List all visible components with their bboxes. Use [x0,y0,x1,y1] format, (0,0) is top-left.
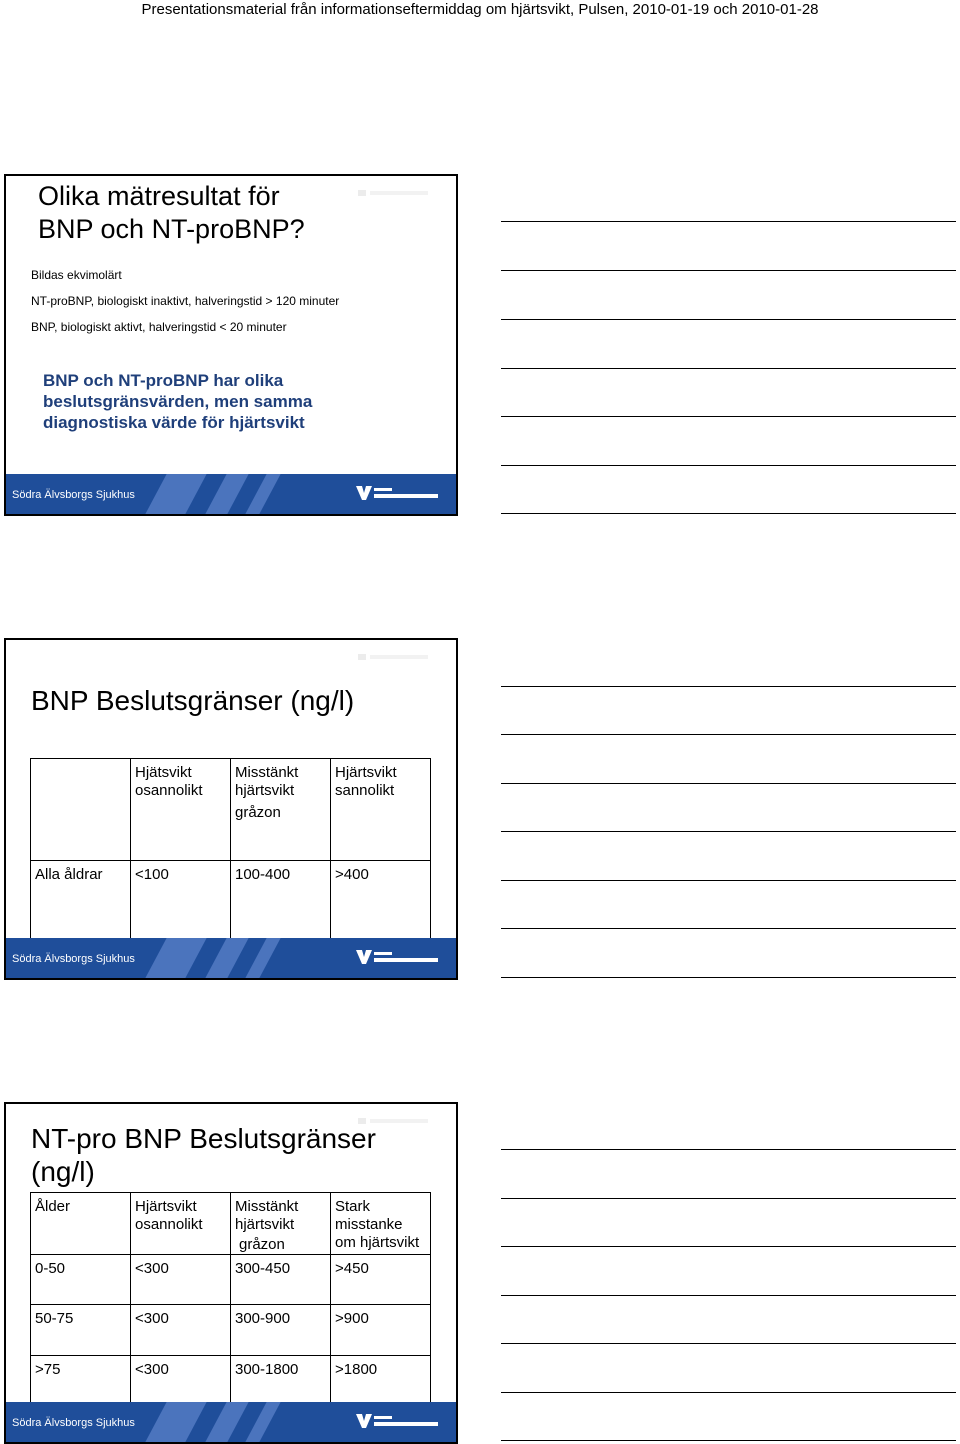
note-line [501,928,956,929]
slide-3 [4,1102,458,1444]
note-line [501,1149,956,1150]
table-row [31,1305,431,1356]
table-header-cell [231,759,331,861]
slide-1-title-line-1: Olika mätresultat för [38,181,280,211]
table-header-cell [231,1193,331,1255]
table-cell: <300 [131,1356,231,1407]
note-line [501,368,956,369]
table-cell: <300 [131,1305,231,1356]
table-cell: >450 [331,1255,431,1305]
region-logo-icon [354,947,440,967]
table-cell: >75 [31,1356,131,1407]
note-line [501,1392,956,1393]
note-line [501,831,956,832]
table-cell: >400 [331,861,431,961]
table-cell: 100-400 [231,861,331,961]
slide-1-bullet: BNP, biologiskt aktivt, halveringstid < 20 minuter [31,320,287,334]
slide-footer [6,1402,456,1442]
table-cell: 300-450 [231,1255,331,1305]
slide-1-title-line-2: BNP och NT-proBNP? [38,214,305,244]
nt-probnp-threshold-table [30,1192,431,1407]
note-line [501,1440,956,1441]
watermark-logo-icon [358,188,430,198]
note-line [501,734,956,735]
bnp-threshold-table [30,758,431,961]
table-header-row [31,759,431,861]
note-line [501,783,956,784]
note-line [501,221,956,222]
slide-3-title: NT-pro BNP Beslutsgränser (ng/l) [31,1123,376,1187]
note-line [501,465,956,466]
table-cell: <100 [131,861,231,961]
footer-hospital-name: Södra Älvsborgs Sjukhus [12,1417,135,1429]
note-line [501,1343,956,1344]
table-row [31,1255,431,1305]
table-header-row [31,1193,431,1255]
region-logo-icon [354,1411,440,1431]
table-header-cell [331,759,431,861]
table-cell: >1800 [331,1356,431,1407]
note-line [501,416,956,417]
gray-zone-label: gråzon [235,804,281,821]
slide-1-title [38,180,305,246]
note-line [501,1198,956,1199]
slide-2-title: BNP Beslutsgränser (ng/l) [31,685,355,716]
slide-1-key-message: BNP och NT-proBNP har olika beslutsgränsvärden, men samma diagnostiska värde för hjärtsvikt [43,371,313,432]
note-line [501,880,956,881]
watermark-logo-icon [358,652,430,662]
table-header-cell: Stark misstanke om hjärtsvikt [331,1193,431,1255]
header-label: Hjärtsvikt sannolikt [335,764,397,799]
table-header-cell [31,759,131,861]
footer-hospital-name: Södra Älvsborgs Sjukhus [12,489,135,501]
slide-2 [4,638,458,980]
note-line [501,513,956,514]
page-header: Presentationsmaterial från informationseftermiddag om hjärtsvikt, Pulsen, 2010-01-19 och 2010-01-28 [141,1,819,18]
gray-zone-label: gråzon [239,1236,285,1253]
note-line [501,1246,956,1247]
region-logo-icon [354,483,440,503]
slide-1-bullet: NT-proBNP, biologiskt inaktivt, halveringstid > 120 minuter [31,294,340,308]
note-line [501,1295,956,1296]
table-cell: 0-50 [31,1255,131,1305]
table-cell: <300 [131,1255,231,1305]
table-cell: Alla åldrar [31,861,131,961]
note-line [501,319,956,320]
slide-footer [6,938,456,978]
header-label: Misstänkt hjärtsvikt [235,1198,299,1233]
table-header-cell: Ålder [31,1193,131,1255]
table-cell: 300-1800 [231,1356,331,1407]
footer-hospital-name: Södra Älvsborgs Sjukhus [12,953,135,965]
note-line [501,270,956,271]
slide-1-bullet: Bildas ekvimolärt [31,268,122,282]
note-line [501,977,956,978]
table-header-cell: Hjärtsvikt osannolikt [131,1193,231,1255]
header-label: Misstänkt hjärtsvikt [235,764,299,799]
table-cell: 300-900 [231,1305,331,1356]
table-header-cell [131,759,231,861]
table-cell: >900 [331,1305,431,1356]
slide-footer [6,474,456,514]
table-row [31,1356,431,1407]
slide-1-bullet-list [31,262,339,340]
table-cell: 50-75 [31,1305,131,1356]
note-line [501,686,956,687]
slide-1 [4,174,458,516]
header-label: Hjätsvikt osannolikt [135,764,203,799]
